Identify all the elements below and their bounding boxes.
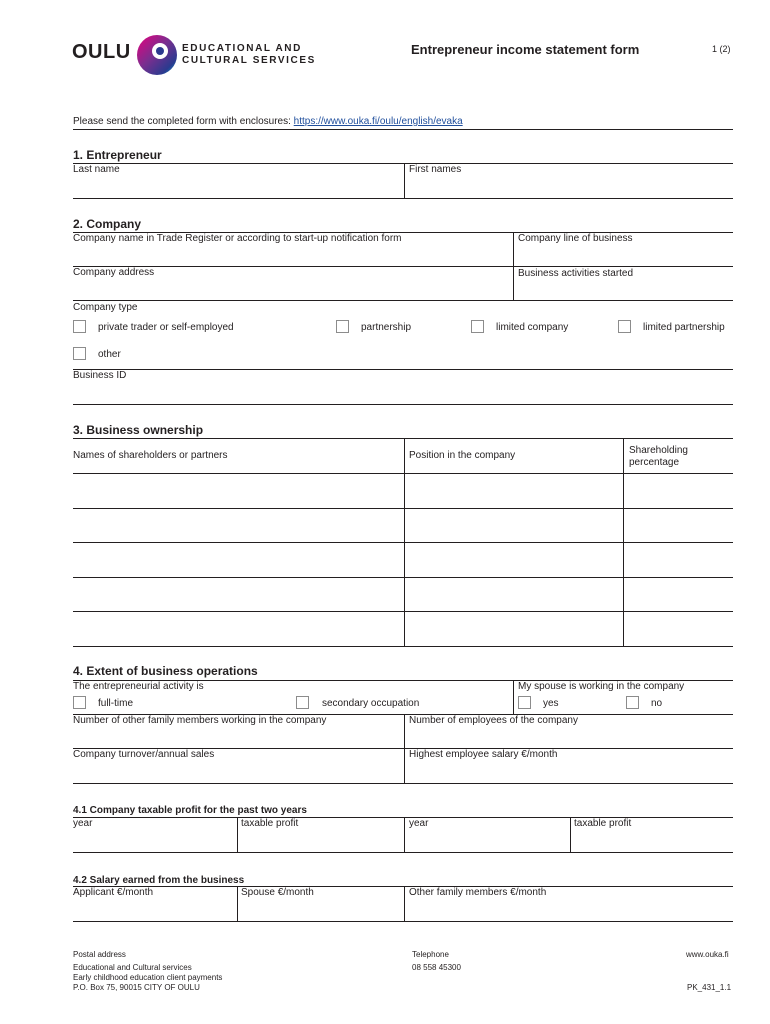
shareholder-name-field[interactable] bbox=[74, 519, 399, 533]
spouse-yes-label: yes bbox=[543, 698, 559, 709]
dept-name-line2: CULTURAL SERVICES bbox=[182, 55, 316, 66]
company-type-label: Company type bbox=[73, 302, 138, 313]
intro-label: Please send the completed form with enclosures: bbox=[73, 116, 294, 127]
oulu-logo-icon bbox=[136, 34, 178, 76]
shareholder-name-field[interactable] bbox=[74, 588, 399, 602]
first-names-field[interactable] bbox=[410, 180, 730, 194]
footer-org1: Educational and Cultural services bbox=[73, 963, 192, 972]
divider bbox=[73, 646, 733, 647]
footer-tel: 08 558 45300 bbox=[412, 963, 461, 972]
divider bbox=[237, 886, 238, 921]
divider bbox=[404, 163, 405, 198]
divider bbox=[73, 783, 733, 784]
divider bbox=[237, 817, 238, 852]
spouse-salary-label: Spouse €/month bbox=[241, 887, 314, 898]
type-limited-partnership-label: limited partnership bbox=[643, 322, 725, 333]
type-private-trader-label: private trader or self-employed bbox=[98, 322, 234, 333]
other-family-salary-field[interactable] bbox=[410, 903, 730, 917]
col-position: Position in the company bbox=[409, 450, 516, 461]
divider bbox=[73, 129, 733, 130]
year-field-1[interactable] bbox=[74, 834, 232, 848]
shareholder-percentage-field[interactable] bbox=[628, 484, 730, 498]
dept-name-line1: EDUCATIONAL AND bbox=[182, 43, 302, 54]
divider bbox=[73, 852, 733, 853]
line-of-business-field[interactable] bbox=[519, 249, 731, 263]
full-time-label: full-time bbox=[98, 698, 134, 709]
taxable-profit-field-2[interactable] bbox=[575, 834, 731, 848]
other-family-salary-label: Other family members €/month bbox=[409, 887, 547, 898]
evaka-link[interactable]: https://www.ouka.fi/oulu/english/evaka bbox=[293, 116, 463, 127]
divider bbox=[73, 266, 733, 267]
oulu-logo-text: OULU bbox=[72, 41, 131, 63]
type-limited-company-checkbox[interactable] bbox=[471, 320, 484, 333]
shareholder-name-field[interactable] bbox=[74, 622, 399, 636]
page-number: 1 (2) bbox=[712, 44, 731, 54]
section-1-title: 1. Entrepreneur bbox=[73, 148, 162, 162]
last-name-label: Last name bbox=[73, 164, 120, 175]
type-partnership-checkbox[interactable] bbox=[336, 320, 349, 333]
section-4-2-title: 4.2 Salary earned from the business bbox=[73, 875, 245, 886]
footer-po-box: P.O. Box 75, 90015 CITY OF OULU bbox=[73, 983, 200, 992]
activity-is-label: The entrepreneurial activity is bbox=[73, 681, 204, 692]
activities-started-field[interactable] bbox=[519, 283, 731, 297]
section-4-1-title: 4.1 Company taxable profit for the past two years bbox=[73, 805, 307, 816]
intro-text bbox=[73, 116, 463, 128]
divider bbox=[404, 886, 405, 921]
divider bbox=[73, 886, 733, 887]
spouse-no-checkbox[interactable] bbox=[626, 696, 639, 709]
highest-salary-label: Highest employee salary €/month bbox=[409, 749, 558, 760]
section-2-title: 2. Company bbox=[73, 217, 142, 231]
year-label-1: year bbox=[73, 818, 93, 829]
applicant-salary-field[interactable] bbox=[74, 903, 232, 917]
type-other-checkbox[interactable] bbox=[73, 347, 86, 360]
col-shareholder-names: Names of shareholders or partners bbox=[73, 450, 228, 461]
highest-salary-field[interactable] bbox=[410, 765, 730, 779]
family-members-label: Number of other family members working in the company bbox=[73, 715, 327, 726]
divider bbox=[73, 577, 733, 578]
divider bbox=[73, 542, 733, 543]
line-of-business-label: Company line of business bbox=[518, 233, 633, 244]
section-3-title: 3. Business ownership bbox=[73, 423, 204, 437]
divider bbox=[73, 921, 733, 922]
employees-field[interactable] bbox=[410, 731, 730, 745]
divider bbox=[513, 680, 514, 714]
activities-started-label: Business activities started bbox=[518, 268, 634, 279]
footer-postal-label: Postal address bbox=[73, 950, 126, 959]
footer-org2: Early childhood education client payments bbox=[73, 973, 223, 982]
spouse-working-label: My spouse is working in the company bbox=[518, 681, 685, 692]
shareholder-name-field[interactable] bbox=[74, 553, 399, 567]
year-field-2[interactable] bbox=[410, 834, 566, 848]
divider bbox=[73, 817, 733, 818]
applicant-salary-label: Applicant €/month bbox=[73, 887, 154, 898]
turnover-label: Company turnover/annual sales bbox=[73, 749, 215, 760]
type-limited-company-label: limited company bbox=[496, 322, 569, 333]
employees-label: Number of employees of the company bbox=[409, 715, 578, 726]
secondary-occupation-checkbox[interactable] bbox=[296, 696, 309, 709]
business-id-field[interactable] bbox=[74, 386, 729, 400]
company-name-label: Company name in Trade Register or according to start-up notification form bbox=[73, 233, 402, 244]
type-partnership-label: partnership bbox=[361, 322, 412, 333]
divider bbox=[73, 369, 733, 370]
spouse-yes-checkbox[interactable] bbox=[518, 696, 531, 709]
shareholder-position-field[interactable] bbox=[409, 519, 619, 533]
footer-tel-label: Telephone bbox=[412, 950, 449, 959]
divider bbox=[73, 438, 733, 439]
type-limited-partnership-checkbox[interactable] bbox=[618, 320, 631, 333]
divider bbox=[73, 611, 733, 612]
type-other-label: other bbox=[98, 349, 121, 360]
divider bbox=[73, 508, 733, 509]
divider bbox=[73, 404, 733, 405]
company-address-label: Company address bbox=[73, 267, 155, 278]
turnover-field[interactable] bbox=[74, 765, 399, 779]
year-label-2: year bbox=[409, 818, 429, 829]
footer-code: PK_431_1.1 bbox=[687, 983, 732, 992]
form-title: Entrepreneur income statement form bbox=[411, 42, 640, 57]
taxable-profit-label-1: taxable profit bbox=[241, 818, 299, 829]
shareholder-percentage-field[interactable] bbox=[628, 553, 730, 567]
shareholder-position-field[interactable] bbox=[409, 588, 619, 602]
col-shareholding-1: Shareholding bbox=[629, 445, 688, 456]
divider bbox=[73, 300, 733, 301]
divider bbox=[73, 163, 733, 164]
divider bbox=[73, 198, 733, 199]
taxable-profit-label-2: taxable profit bbox=[574, 818, 632, 829]
col-shareholding-2: percentage bbox=[629, 457, 680, 468]
shareholder-position-field[interactable] bbox=[409, 484, 619, 498]
type-private-trader-checkbox[interactable] bbox=[73, 320, 86, 333]
spouse-salary-field[interactable] bbox=[242, 903, 400, 917]
full-time-checkbox[interactable] bbox=[73, 696, 86, 709]
business-id-label: Business ID bbox=[73, 370, 127, 381]
divider bbox=[404, 817, 405, 852]
last-name-field[interactable] bbox=[74, 180, 399, 194]
first-names-label: First names bbox=[409, 164, 462, 175]
shareholder-percentage-field[interactable] bbox=[628, 588, 730, 602]
shareholder-percentage-field[interactable] bbox=[628, 622, 730, 636]
company-address-field[interactable] bbox=[74, 283, 509, 297]
shareholder-position-field[interactable] bbox=[409, 553, 619, 567]
footer-web: www.ouka.fi bbox=[686, 950, 729, 959]
taxable-profit-field-1[interactable] bbox=[242, 834, 400, 848]
spouse-no-label: no bbox=[651, 698, 663, 709]
section-4-title: 4. Extent of business operations bbox=[73, 664, 258, 678]
shareholder-name-field[interactable] bbox=[74, 484, 399, 498]
divider bbox=[570, 817, 571, 852]
shareholder-position-field[interactable] bbox=[409, 622, 619, 636]
family-members-field[interactable] bbox=[74, 731, 399, 745]
shareholder-percentage-field[interactable] bbox=[628, 519, 730, 533]
divider bbox=[73, 473, 733, 474]
secondary-occupation-label: secondary occupation bbox=[322, 698, 420, 709]
company-name-field[interactable] bbox=[74, 249, 509, 263]
